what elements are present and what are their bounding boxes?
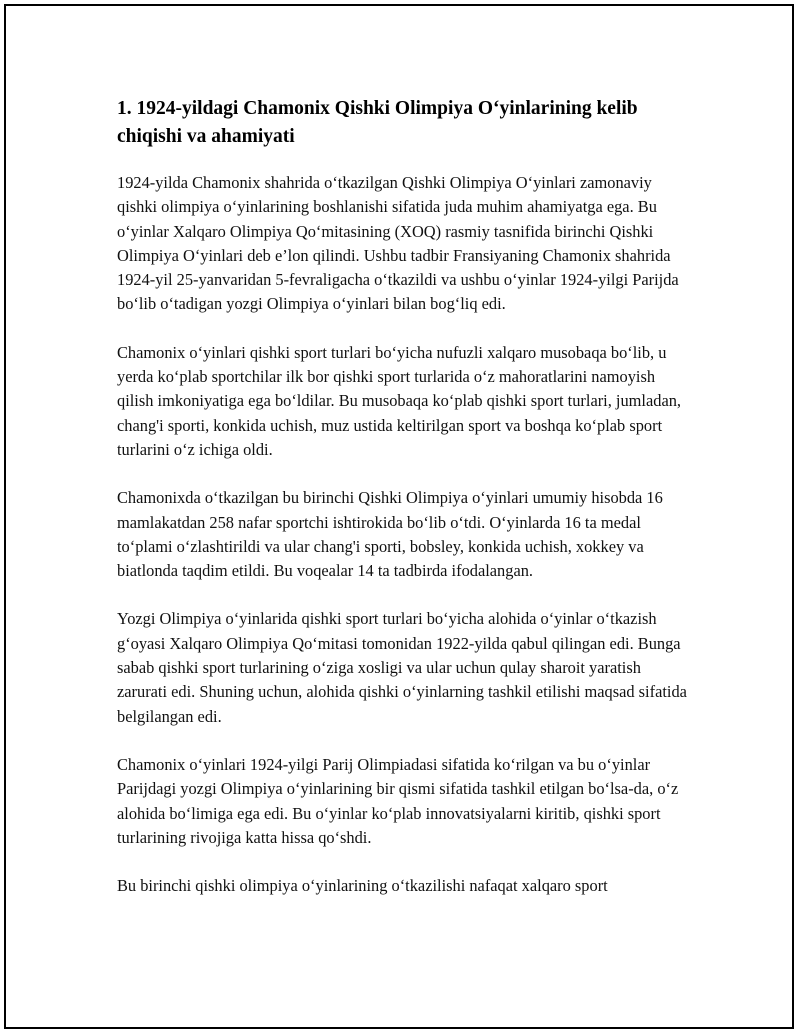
paragraph-1: 1924-yilda Chamonix shahrida o‘tkazilgan Qishki Olimpiya O‘yinlari zamonaviy qishki olimpiya o‘yinlarining boshlanishi sifatida juda muhim ahamiyatga ega. Bu o‘yinlar Xalqaro Olimpiya Qo‘mitasining (XOQ) rasmiy tasnifida birinchi Qishki Olimpiya O‘yinlari deb e’lon qilindi. Ushbu tadbir Fransiyaning Chamonix shahrida 1924-yil 25-yanvaridan 5-fevraligacha o‘tkazildi va ushbu o‘yinlar 1924-yilgi Parijda bo‘lib o‘tadigan yozgi Olimpiya o‘yinlari bilan bog‘liq edi. [117, 173, 679, 314]
paragraph-6: Bu birinchi qishki olimpiya o‘yinlarining o‘tkazilishi nafaqat xalqaro sport [117, 876, 608, 896]
document-body [117, 95, 687, 922]
paragraph-5: Chamonix o‘yinlari 1924-yilgi Parij Olimpiadasi sifatida ko‘rilgan va bu o‘yinlar Parijdagi yozgi Olimpiya o‘yinlarining bir qismi sifatida tashkil etilgan bo‘lsa-da, o‘z alohida bo‘limiga ega edi. Bu o‘yinlar ko‘plab innovatsiyalarni kiritib, qishki sport turlarining rivojiga katta hissa qo‘shdi. [117, 754, 679, 847]
paragraph-2: Chamonix o‘yinlari qishki sport turlari bo‘yicha nufuzli xalqaro musobaqa bo‘lib, u yerda ko‘plab sportchilar ilk bor qishki sport turlarida o‘z mahoratlarini namoyish qilish imkoniyatiga ega bo‘ldilar. Bu musobaqa ko‘plab qishki sport turlari, jumladan, chang'i sporti, konkida uchish, muz ustida keltirilgan sport va boshqa ko‘plab sport turlarini o‘z ichiga oldi. [117, 342, 682, 459]
paragraph-4: Yozgi Olimpiya o‘yinlarida qishki sport turlari bo‘yicha alohida o‘yinlar o‘tkazish g‘oyasi Xalqaro Olimpiya Qo‘mitasi tomonidan 1922-yilda qabul qilingan edi. Bunga sabab qishki sport turlarining o‘ziga xosligi va ular uchun qulay sharoit yaratish zarurati edi. Shuning uchun, alohida qishki o‘yinlarning tashkil etilishi maqsad sifatida belgilangan edi. [117, 609, 687, 726]
paragraph-3: Chamonixda o‘tkazilgan bu birinchi Qishki Olimpiya o‘yinlari umumiy hisobda 16 mamlakatdan 258 nafar sportchi ishtirokida bo‘lib o‘tdi. O‘yinlarda 16 ta medal to‘plami o‘zlashtirildi va ular chang'i sporti, bobsley, konkida uchish, xokkey va biatlonda taqdim etildi. Bu voqealar 14 ta tadbirda ifodalangan. [117, 488, 663, 581]
section-heading: 1. 1924-yildagi Chamonix Qishki Olimpiya O‘yinlarining kelib chiqishi va ahamiyati [117, 98, 638, 147]
